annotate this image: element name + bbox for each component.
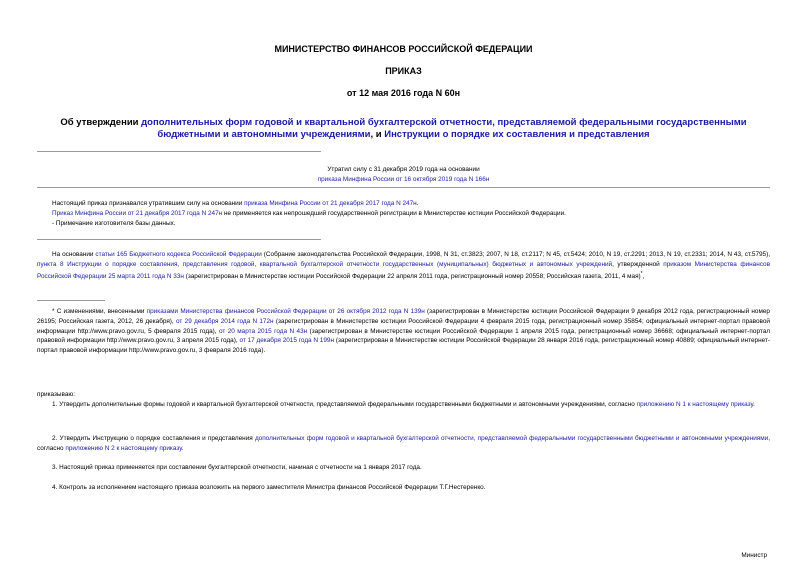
order-text: , согласно — [37, 435, 770, 452]
order-item-1 — [37, 400, 770, 410]
footnote-rule — [37, 300, 105, 301]
order-item-2 — [37, 434, 770, 454]
note-text: Настоящий приказ признавался утратившим силу на основании — [52, 200, 243, 207]
title-link-forms[interactable]: дополнительных форм годовой и квартальной бухгалтерской отчетности, представляемой федеральными государственными бюджетными и автономными учреждениями — [141, 117, 747, 140]
footnote-text: (зарегистрирован в Министерстве юстиции Российской Федерации 1 апреля 2015 года, регистрационный номер 36668; официальный интернет-портал правовой информации http://www.pravo.gov.ru, 3 апреля 2015 года), — [37, 327, 770, 345]
forms-link[interactable]: дополнительных форм годовой и квартальной бухгалтерской отчетности, представляемой федеральными государственными бюджетными и автономными учреждениями — [254, 435, 769, 442]
footnote-mark: * — [52, 308, 55, 315]
title-link-instruction[interactable]: Инструкции о порядке их составления и представления — [384, 129, 650, 140]
note-line-2 — [52, 209, 772, 219]
basis-link-instruction[interactable]: пункта 8 Инструкции о порядке составления, представления годовой, квартальной бухгалтерской отчетности государственных (муниципальных) бюджетных и автономных учреждений — [37, 260, 613, 268]
title-middle: , и — [370, 129, 382, 140]
note-link[interactable]: приказа Минфина России от 21 декабря 2017 года N 247н — [244, 200, 417, 207]
note-line-3: - Примечание изготовителя базы данных. — [52, 219, 176, 227]
footnote-paragraph — [37, 307, 770, 356]
basis-text: (зарегистрирован в Министерстве юстиции Российской Федерации 22 апреля 2011 года, регистрационный номер 20558; Российская газета, 2011, 4 мая) — [185, 272, 641, 280]
expired-line: Утратил силу с 31 декабря 2019 года на основании — [327, 166, 480, 173]
basis-link-order-33n[interactable]: приказом Министерства финансов Российской Федерации 25 марта 2011 года N 33н — [37, 260, 770, 280]
basis-text: , утвержденной — [612, 260, 660, 268]
separator-rule — [37, 239, 321, 240]
order-text: . — [753, 401, 755, 408]
separator-rule — [37, 187, 770, 188]
note-text: не применяется как непрошедший государственной регистрации в Министерстве юстиции Российской Федерации. — [223, 209, 566, 217]
title-prefix: Об утверждении — [60, 117, 139, 128]
prikazyvayu-label: приказываю: — [37, 391, 75, 398]
appendix-2-link[interactable]: приложению N 2 к настоящему приказу — [65, 444, 182, 452]
footnote-text: (зарегистрирован в Министерстве юстиции Российской Федерации 28 января 2016 года, регистрационный номер 40889; официальный интернет-портал правовой информации http://www.pravo.gov.ru, 3 февраля 2016 года). — [37, 337, 771, 355]
document-title — [40, 117, 767, 141]
footnote-link-199n[interactable]: от 17 декабря 2015 года N 199н — [239, 337, 335, 345]
basis-link-budget-code[interactable]: статьи 165 Бюджетного кодекса Российской Федерации — [95, 251, 262, 258]
basis-text: , — [642, 272, 645, 280]
footnote-text: С изменениями, внесенными — [56, 308, 145, 315]
ministry-heading: МИНИСТЕРСТВО ФИНАНСОВ РОССИЙСКОЙ ФЕДЕРАЦИИ — [274, 44, 533, 54]
separator-rule — [37, 151, 321, 152]
basis-text: (Собрание законодательства Российской Федерации, 1998, N 31, ст.3823; 2007, N 18, ст.2117; N 45, ст.5424; 2010, N 19, ст.2291; 2013, N 19, ст.2331; 2014, N 43, ст.5795), — [263, 251, 771, 258]
note-text: . — [416, 200, 419, 207]
order-text: . — [181, 444, 184, 452]
footnote-link-43n[interactable]: от 20 марта 2015 года N 43н — [218, 327, 308, 335]
doc-type-heading: ПРИКАЗ — [385, 66, 422, 76]
footnote-marker[interactable]: * — [640, 270, 643, 277]
order-item-4: 4. Контроль за исполнением настоящего приказа возложить на первого заместителя Министра финансов Российской Федерации Т.Г.Нестеренко. — [52, 484, 486, 491]
expired-notice — [0, 165, 807, 185]
expired-link[interactable]: приказа Минфина России от 16 октября 2019 года N 166н — [317, 175, 490, 183]
basis-paragraph — [37, 250, 770, 282]
order-item-3: 3. Настоящий приказ применяется при составлении бухгалтерской отчетности, начиная с отчетности на 1 января 2017 года. — [52, 464, 422, 471]
appendix-1-link[interactable]: приложению N 1 к настоящему приказу — [636, 401, 754, 408]
note-link[interactable]: Приказ Минфина России от 21 декабря 2017 года N 247н — [52, 209, 223, 217]
editor-note — [52, 199, 772, 228]
footnote-text: (зарегистрирован в Министерстве юстиции Российской Федерации 4 февраля 2015 года, регистрационный номер 35854; официальный интернет-портал правовой информации http://www.pravo.gov.ru, 5 февраля 2015 года), — [37, 317, 771, 335]
footnote-text: (зарегистрирован в Министерстве юстиции Российской Федерации 9 декабря 2012 года, регистрационный номер 26195; Российская газета, 2012, 26 декабря), — [37, 308, 770, 325]
basis-text: На основании — [52, 251, 94, 258]
signature-title: Министр — [741, 552, 767, 559]
doc-date: от 12 мая 2016 года N 60н — [346, 88, 461, 98]
footnote-link-139n[interactable]: приказами Министерства финансов Российской Федерации от 26 октября 2012 года N 139н — [146, 308, 425, 315]
order-text: 1. Утвердить дополнительные формы годовой и квартальной бухгалтерской отчетности, представляемой федеральными государственными бюджетными и автономными учреждениями, согласно — [52, 401, 635, 408]
footnote-link-172n[interactable]: от 29 декабря 2014 года N 172н — [176, 317, 274, 325]
order-text: 2. Утвердить Инструкцию о порядке составления и представления — [52, 435, 253, 442]
note-line-1 — [52, 199, 772, 209]
